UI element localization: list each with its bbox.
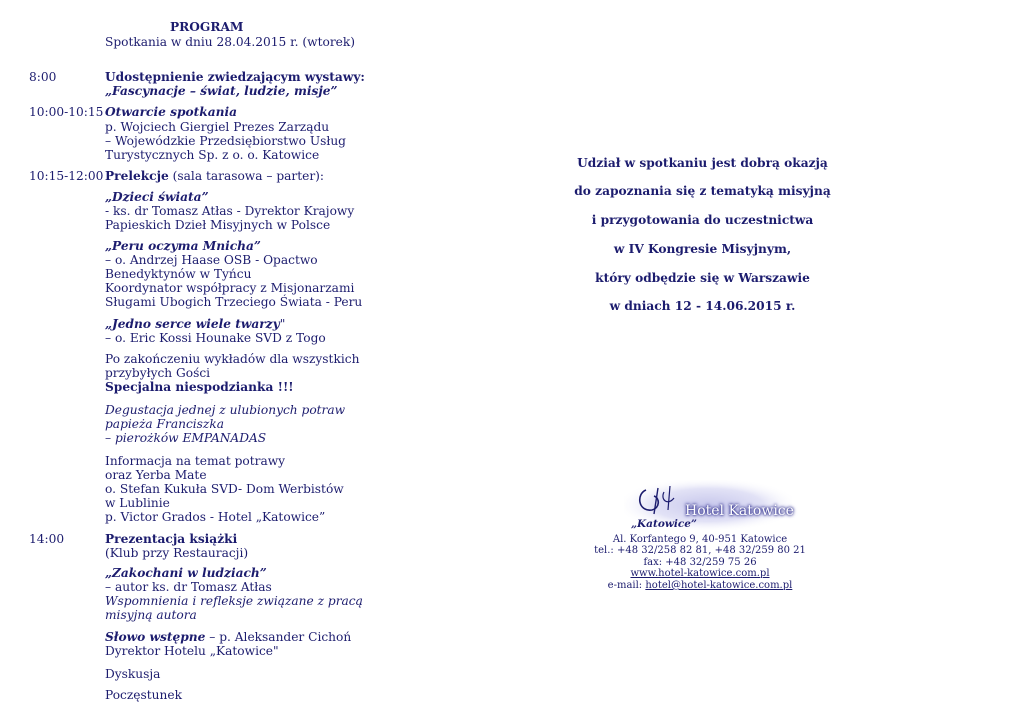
- lecture-3-title-quote: ": [279, 317, 286, 331]
- refreshments: Poczęstunek: [105, 688, 182, 702]
- invitation-line-2: do zapoznania się z tematyką misyjną: [574, 184, 831, 198]
- time-10-15: 10:15-12:00: [29, 169, 104, 183]
- hotel-email-link[interactable]: hotel@hotel-katowice.com.pl: [645, 580, 793, 591]
- exhibition-line-1: Udostępnienie zwiedzającym wystawy:: [105, 70, 365, 84]
- info-line-2: oraz Yerba Mate: [105, 468, 207, 482]
- opening-line-1: p. Wojciech Giergiel Prezes Zarządu: [105, 120, 330, 134]
- hotel-website-row: [560, 568, 840, 580]
- lecture-1-line-1: - ks. dr Tomasz Atłas - Dyrektor Krajowy: [105, 204, 355, 218]
- invitation-line-5: który odbędzie się w Warszawie: [595, 271, 810, 285]
- opening-line-2: – Wojewódzkie Przedsiębiorstwo Usług: [105, 134, 346, 148]
- opening-title: Otwarcie spotkania: [105, 105, 237, 119]
- hotel-website-link[interactable]: www.hotel-katowice.com.pl: [630, 568, 770, 579]
- book-author: – autor ks. dr Tomasz Atłas: [105, 580, 272, 594]
- time-10-00: 10:00-10:15: [29, 105, 104, 119]
- after-lectures-line-1: Po zakończeniu wykładów dla wszystkich: [105, 352, 360, 366]
- book-presentation-place: (Klub przy Restauracji): [105, 546, 249, 560]
- info-line-3: o. Stefan Kukuła SVD- Dom Werbistów: [105, 482, 344, 496]
- hotel-address: Al. Korfantego 9, 40-951 Katowice: [612, 534, 788, 545]
- foreword-label: Słowo wstępne: [105, 630, 206, 644]
- tasting-line-2: papieża Franciszka: [105, 417, 224, 431]
- book-name: „Zakochani w ludziach”: [105, 566, 267, 580]
- invitation-line-1: Udział w spotkaniu jest dobrą okazją: [577, 156, 828, 170]
- lecture-2-line-1: – o. Andrzej Haase OSB - Opactwo: [105, 253, 318, 267]
- invitation-line-4: w IV Kongresie Misyjnym,: [613, 242, 792, 256]
- info-line-1: Informacja na temat potrawy: [105, 454, 286, 468]
- foreword-speaker: – p. Aleksander Cichoń: [205, 630, 352, 644]
- hotel-logo-text: Hotel Katowice: [685, 503, 794, 519]
- invitation-line-3: i przygotowania do uczestnictwa: [591, 213, 814, 227]
- lecture-2-title: „Peru oczyma Mnicha”: [105, 239, 261, 253]
- lecture-3-line-1: – o. Eric Kossi Hounake SVD z Togo: [105, 331, 326, 345]
- lectures-heading: [105, 169, 324, 183]
- discussion: Dyskusja: [105, 667, 161, 681]
- exhibition-title: „Fascynacje – świat, ludzie, misje”: [105, 84, 338, 98]
- invitation-line-6: w dniach 12 - 14.06.2015 r.: [609, 299, 796, 313]
- hotel-logo-subtitle: „Katowice”: [631, 518, 697, 530]
- book-description-1: Wspomnienia i refleksje związane z pracą: [105, 594, 363, 608]
- lecture-3-title: [105, 317, 285, 331]
- program-subtitle: Spotkania w dniu 28.04.2015 r. (wtorek): [105, 35, 355, 49]
- info-line-4: w Lublinie: [105, 496, 170, 510]
- hotel-fax: fax: +48 32/259 75 26: [643, 557, 757, 568]
- book-presentation-title: Prezentacja książki: [105, 532, 238, 546]
- lecture-3-title-text: „Jedno serce wiele twarzy: [105, 317, 280, 331]
- lectures-label: Prelekcje: [105, 169, 169, 183]
- program-title: PROGRAM: [170, 20, 244, 34]
- info-line-5: p. Victor Grados - Hotel „Katowice”: [105, 510, 326, 524]
- lectures-place: (sala tarasowa – parter):: [168, 169, 325, 183]
- time-14-00: 14:00: [29, 532, 65, 546]
- book-description-2: misyjną autora: [105, 608, 197, 622]
- time-8-00: 8:00: [29, 70, 57, 84]
- opening-line-3: Turystycznych Sp. z o. o. Katowice: [105, 148, 320, 162]
- after-lectures-line-2: przybyłych Gości: [105, 366, 211, 380]
- lecture-2-line-3: Koordynator współpracy z Misjonarzami: [105, 281, 355, 295]
- lecture-2-line-4: Sługami Ubogich Trzeciego Świata - Peru: [105, 295, 363, 309]
- hotel-email-label: e-mail:: [607, 580, 646, 591]
- lecture-1-line-2: Papieskich Dzieł Misyjnych w Polsce: [105, 218, 331, 232]
- lecture-1-title: „Dzieci świata”: [105, 190, 209, 204]
- foreword: [105, 630, 351, 644]
- hotel-phone: tel.: +48 32/258 82 81, +48 32/259 80 21: [594, 545, 806, 556]
- foreword-line-2: Dyrektor Hotelu „Katowice": [105, 644, 279, 658]
- tasting-line-1: Degustacja jednej z ulubionych potraw: [105, 403, 346, 417]
- lecture-2-line-2: Benedyktynów w Tyńcu: [105, 267, 252, 281]
- tasting-line-3: – pierożków EMPANADAS: [105, 431, 267, 445]
- hotel-email-row: [560, 580, 840, 592]
- special-surprise: Specjalna niespodzianka !!!: [105, 380, 294, 394]
